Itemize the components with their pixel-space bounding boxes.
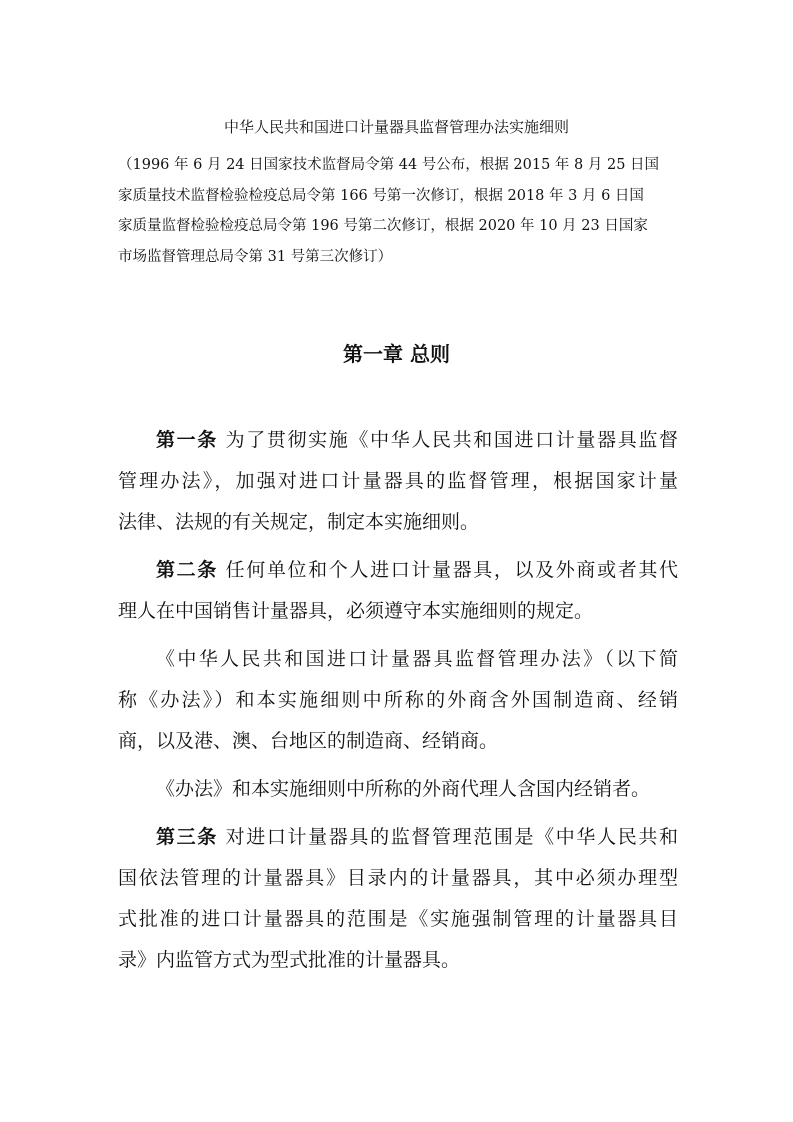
article-2-heading: 第二条 bbox=[156, 559, 218, 581]
preamble-line: 家质量技术监督检验检疫总局令第 166 号第一次修订，根据 2018 年 3 月 6 日国 bbox=[118, 187, 644, 204]
preamble-line: （1996 年 6 月 24 日国家技术监督局令第 44 号公布，根据 2015 年 8 月 25 日国 bbox=[118, 157, 660, 173]
paragraph-3-line-1: 《中华人民共和国进口计量器具监督管理办法》（以下简 bbox=[156, 648, 678, 670]
preamble-line: 家质量监督检验检疫总局令第 196 号第二次修订，根据 2020 年 10 月 23 日国家 bbox=[118, 218, 648, 234]
paragraph-agent bbox=[118, 769, 678, 810]
preamble-line: 市场监督管理总局令第 31 号第三次修订） bbox=[118, 248, 393, 265]
article-3 bbox=[118, 817, 678, 981]
article-2 bbox=[118, 550, 678, 632]
article-3-line-4: 录》内监管方式为型式批准的计量器具。 bbox=[118, 949, 461, 971]
article-1-line-3: 法律、法规的有关规定，制定本实施细则。 bbox=[118, 511, 480, 533]
article-1-line-1 bbox=[118, 420, 678, 461]
article-1 bbox=[118, 420, 678, 543]
article-1-text: 为了贯彻实施《中华人民共和国进口计量器具监督 bbox=[225, 429, 678, 451]
article-3-text: 对进口计量器具的监督管理范围是《中华人民共和 bbox=[225, 826, 678, 848]
article-2-line-2: 理人在中国销售计量器具，必须遵守本实施细则的规定。 bbox=[118, 600, 594, 622]
paragraph-3-line-3: 商，以及港、澳、台地区的制造商、经销商。 bbox=[118, 730, 499, 752]
article-2-text: 任何单位和个人进口计量器具，以及外商或者其代 bbox=[225, 559, 678, 581]
article-3-line-2: 国依法管理的计量器具》目录内的计量器具，其中必须办理型 bbox=[118, 867, 678, 889]
document-title: 中华人民共和国进口计量器具监督管理办法实施细则 bbox=[223, 118, 569, 136]
article-3-heading: 第三条 bbox=[156, 826, 218, 848]
article-1-line-2: 管理办法》，加强对进口计量器具的监督管理，根据国家计量 bbox=[118, 470, 678, 492]
chapter-title: 第一章 总则 bbox=[343, 342, 450, 366]
document-preamble bbox=[118, 150, 678, 272]
article-3-line-3: 式批准的进口计量器具的范围是《实施强制管理的计量器具目 bbox=[118, 908, 678, 930]
paragraph-3-line-2: 称《办法》）和本实施细则中所称的外商含外国制造商、经销 bbox=[118, 689, 678, 711]
article-3-line-1 bbox=[118, 817, 678, 858]
article-1-heading: 第一条 bbox=[156, 429, 218, 451]
paragraph-definition bbox=[118, 639, 678, 762]
paragraph-4-line-1: 《办法》和本实施细则中所称的外商代理人含国内经销者。 bbox=[156, 778, 651, 800]
document-body bbox=[118, 420, 678, 988]
article-2-line-1 bbox=[118, 550, 678, 591]
